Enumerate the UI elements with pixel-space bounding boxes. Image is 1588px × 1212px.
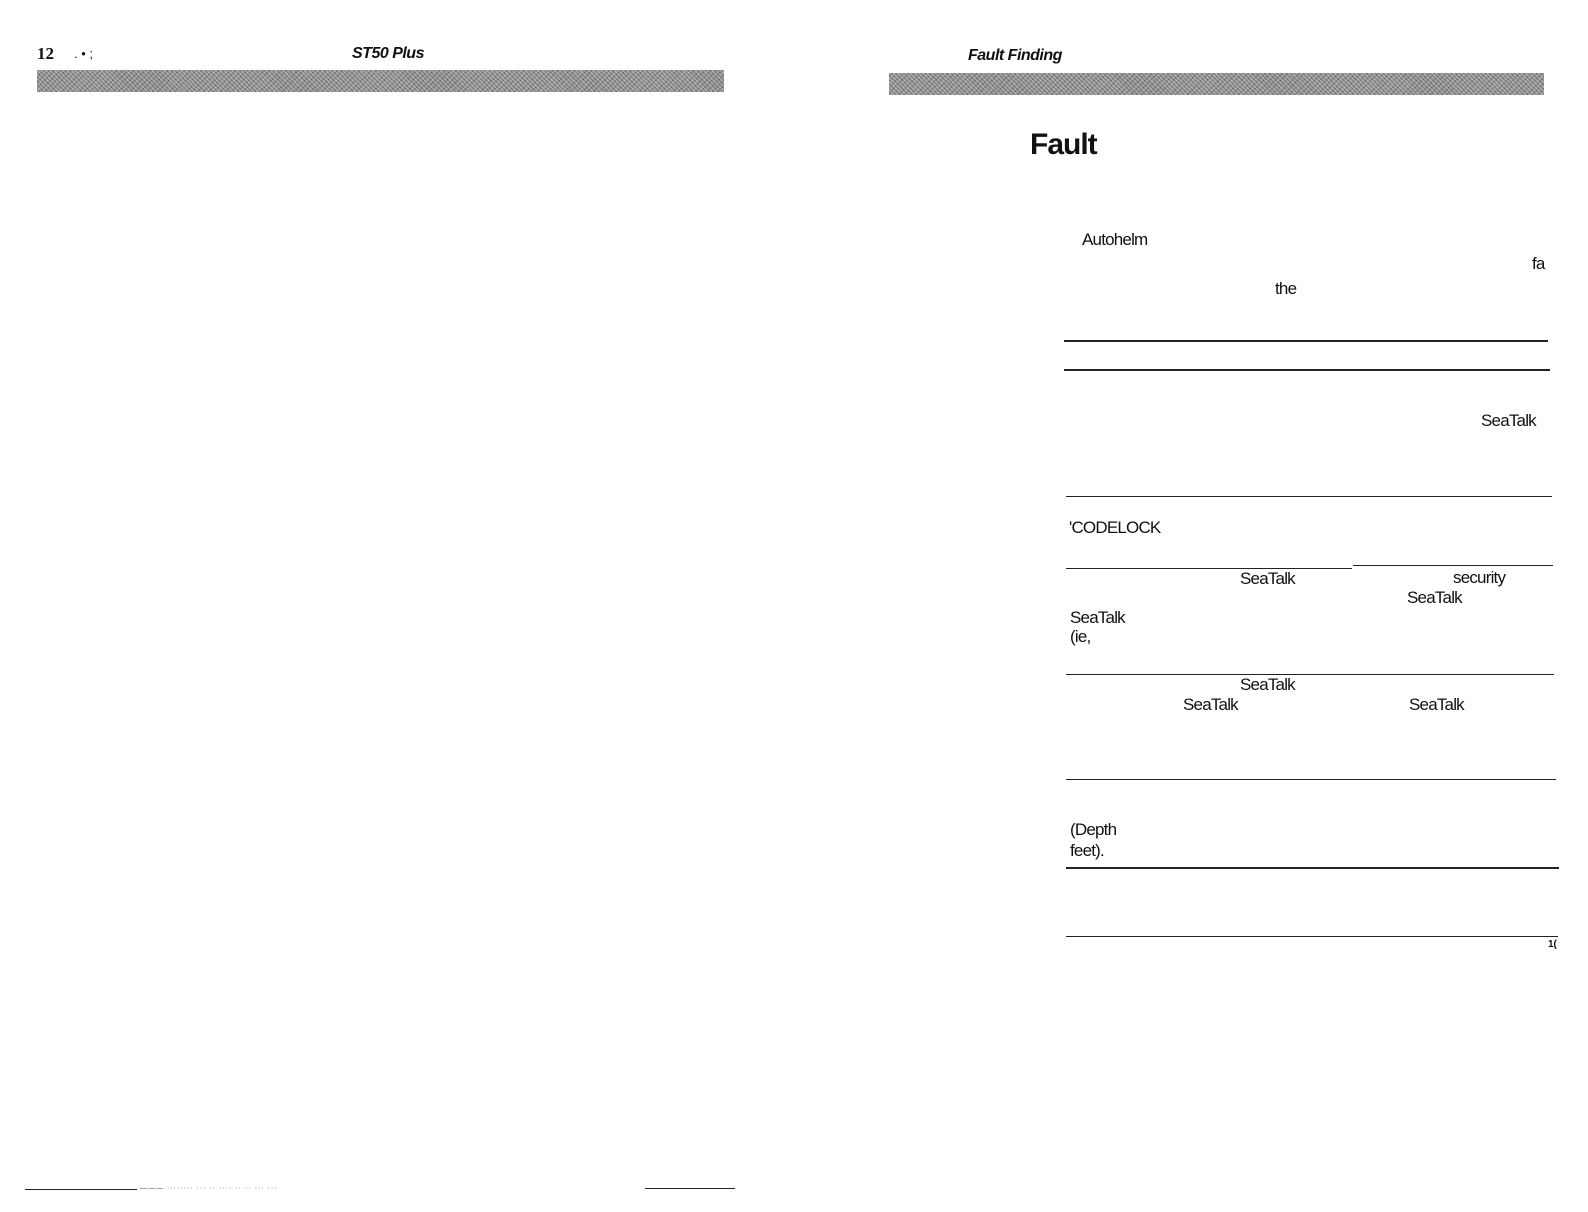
header-band-left xyxy=(37,70,724,92)
running-header-left: ST50 Plus xyxy=(352,45,424,62)
header-band-right xyxy=(889,73,1544,95)
row2-bottom-rule-right xyxy=(1353,565,1553,566)
row4-seatalk-c: SeaTalk xyxy=(1409,695,1464,714)
row3-seatalk-a: SeaTalk xyxy=(1240,569,1295,588)
row3-seatalk-c: SeaTalk xyxy=(1070,608,1125,627)
page-title: Fault xyxy=(1030,128,1097,161)
row3-security: security xyxy=(1453,568,1506,587)
table-end-rule xyxy=(1066,936,1558,937)
row3-seatalk-b: SeaTalk xyxy=(1407,588,1462,607)
footer-rule-left-a xyxy=(25,1189,137,1190)
row3-ie: (ie, xyxy=(1070,627,1091,646)
running-header-right: Fault Finding xyxy=(968,47,1062,64)
table-top-rule xyxy=(1064,340,1548,342)
row3-bottom-rule xyxy=(1066,674,1554,675)
row5-bottom-rule xyxy=(1066,867,1559,869)
intro-word-autohelm: Autohelm xyxy=(1082,230,1148,249)
intro-word-the: the xyxy=(1275,279,1297,298)
row2-codelock: 'CODELOCK xyxy=(1069,518,1161,537)
row1-seatalk: SeaTalk xyxy=(1481,411,1536,430)
page-number: 12 xyxy=(37,44,54,63)
stray-marks: . • ; xyxy=(74,46,93,61)
row4-seatalk-b: SeaTalk xyxy=(1183,695,1238,714)
row2-bottom-rule-left xyxy=(1066,568,1352,569)
row5-depth: (Depth xyxy=(1070,820,1117,839)
row1-bottom-rule xyxy=(1066,496,1552,497)
row4-bottom-rule xyxy=(1066,779,1556,780)
intro-word-fa: fa xyxy=(1532,254,1545,273)
row5-feet: feet). xyxy=(1070,841,1104,860)
corner-page-number: 1( xyxy=(1548,939,1557,950)
footer-rule-left-b xyxy=(645,1188,735,1189)
table-header-rule xyxy=(1064,369,1550,371)
footer-scrap: ——— ········ ··· ·· ···· ·· ·· ··· ··· xyxy=(140,1185,278,1192)
row4-seatalk-a: SeaTalk xyxy=(1240,675,1295,694)
